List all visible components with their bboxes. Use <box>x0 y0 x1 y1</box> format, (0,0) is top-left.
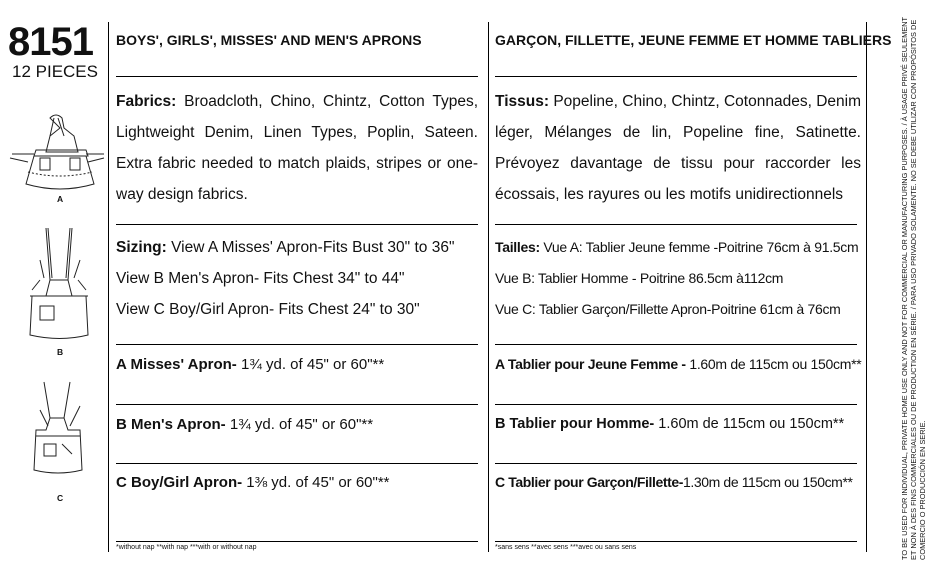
yardage-value: 1¾ yd. of 45" or 60"** <box>229 416 374 433</box>
sizing-line: Vue B: Tablier Homme - Poitrine 86.5cm à112cm <box>495 270 784 286</box>
english-yardage-a <box>116 356 384 373</box>
rule <box>116 404 478 405</box>
yardage-value: 1.60m de 115cm ou 150cm** <box>658 416 845 432</box>
yardage-value: 1⅜ yd. of 45" or 60"** <box>246 474 390 491</box>
french-fabrics <box>495 86 861 210</box>
divider-middle <box>488 22 489 552</box>
english-title: BOYS', GIRLS', MISSES' AND MEN'S APRONS <box>116 32 422 48</box>
french-sizing <box>495 232 861 325</box>
yardage-value: 1.30m de 115cm ou 150cm** <box>683 474 853 490</box>
sizing-line: Vue A: Tablier Jeune femme -Poitrine 76cm à 91.5cm <box>543 239 859 255</box>
english-sizing <box>116 232 486 325</box>
fabrics-label: Fabrics: <box>116 93 177 110</box>
yardage-value: 1¾ yd. of 45" or 60"** <box>240 356 385 373</box>
rule <box>495 541 857 542</box>
english-yardage-c <box>116 474 390 491</box>
sizing-line: View A Misses' Apron-Fits Bust 30" to 36" <box>171 239 455 256</box>
sizing-line: View C Boy/Girl Apron- Fits Chest 24" to 30" <box>116 301 420 318</box>
sizing-line: View B Men's Apron- Fits Chest 34" to 44" <box>116 270 405 287</box>
divider-right <box>866 22 867 552</box>
sizing-line: Vue C: Tablier Garçon/Fillette Apron-Poitrine 61cm à 76cm <box>495 301 841 317</box>
rule <box>116 463 478 464</box>
rule <box>495 76 857 77</box>
yardage-label: A Misses' Apron- <box>116 356 237 373</box>
view-c-label: C <box>57 493 64 503</box>
view-a-label: A <box>57 194 64 204</box>
english-footnote: *without nap **with nap ***with or without nap <box>116 544 257 551</box>
rule <box>495 463 857 464</box>
apron-view-b-illustration <box>30 228 88 339</box>
french-yardage-c <box>495 474 853 490</box>
yardage-label: C Boy/Girl Apron- <box>116 474 243 491</box>
rule <box>116 344 478 345</box>
french-yardage-b <box>495 416 844 432</box>
french-title: GARÇON, FILLETTE, JEUNE FEMME ET HOMME TABLIERS <box>495 32 892 48</box>
apron-view-a-illustration <box>10 115 104 189</box>
sizing-label: Sizing: <box>116 239 167 256</box>
yardage-label: B Tablier pour Homme- <box>495 416 655 432</box>
english-fabrics <box>116 86 478 210</box>
french-footnote: *sans sens **avec sens ***avec ou sans sens <box>495 544 637 551</box>
rule <box>495 344 857 345</box>
pieces-count: 12 PIECES <box>12 62 98 81</box>
fabrics-text: Popeline, Chino, Chintz, Cotonnades, Denim léger, Mélanges de lin, Popeline fine, Satinette. Prévoyez davantage de tissu pour raccorder les écossais, les rayures ou les motifs unidirectionnels <box>495 93 861 203</box>
usage-disclaimer: TO BE USED FOR INDIVIDUAL, PRIVATE HOME USE ONLY AND NOT FOR COMMERCIAL OR MANUFACTURING PURPOSES. / À USAGE PRIVÉ SEULEMENT ET NON À DES FINS COMMERCIALES OU DE PRODUCTION EN SÉRIE. / PARA USO PRIVADO SOLAMENTE. NO SE DEBE UTILIZAR CON PROPÓSITOS DE COMERCIO O PRODUCCIÓN EN SERIE. <box>900 17 927 560</box>
yardage-label: C Tablier pour Garçon/Fillette- <box>495 474 684 490</box>
pattern-number: 8151 <box>8 20 93 64</box>
fabrics-text: Broadcloth, Chino, Chintz, Cotton Types, Lightweight Denim, Linen Types, Poplin, Sateen. Extra fabric needed to match plaids, stripes or one-way design fabrics. <box>116 93 478 203</box>
apron-illustrations <box>0 110 110 510</box>
yardage-label: B Men's Apron- <box>116 416 226 433</box>
french-yardage-a <box>495 356 861 372</box>
yardage-value: 1.60m de 115cm ou 150cm** <box>689 356 862 372</box>
sizing-label: Tailles: <box>495 239 540 255</box>
view-b-label: B <box>57 347 64 357</box>
fabrics-label: Tissus: <box>495 93 549 110</box>
rule <box>495 224 857 225</box>
yardage-label: A Tablier pour Jeune Femme - <box>495 356 686 372</box>
rule <box>116 541 478 542</box>
english-yardage-b <box>116 416 373 433</box>
rule <box>116 76 478 77</box>
divider-left <box>108 22 109 552</box>
rule <box>495 404 857 405</box>
rule <box>116 224 478 225</box>
apron-view-c-illustration <box>34 382 82 473</box>
